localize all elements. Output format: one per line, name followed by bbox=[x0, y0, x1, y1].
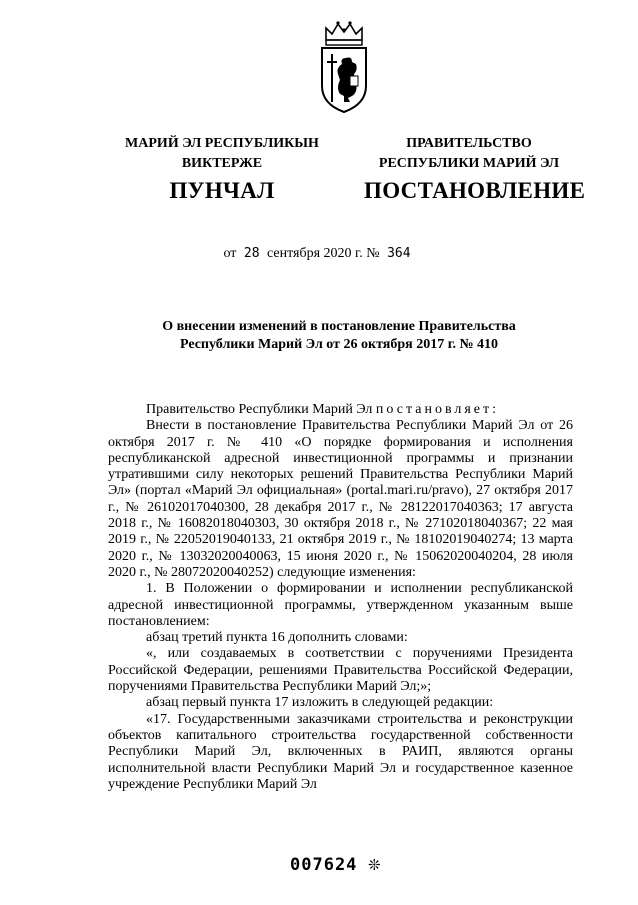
document-date-line bbox=[0, 246, 638, 262]
preamble-verb: постановляет: bbox=[375, 402, 500, 417]
date-prefix: от bbox=[223, 246, 237, 261]
header-left-line2: ВИКТЕРЖЕ bbox=[181, 156, 263, 171]
ornament-mark-icon: ❊ bbox=[368, 858, 381, 874]
title-line1: О внесении изменений в постановление Правительства bbox=[162, 319, 516, 334]
header-left-doc-type: ПУНЧАЛ bbox=[169, 178, 275, 203]
header-left-line1: МАРИЙ ЭЛ РЕСПУБЛИКЫН bbox=[125, 136, 319, 151]
paragraph-amend-intro: Внести в постановление Правительства Республики Марий Эл от 26 октября 2017 г. № 410 «О порядке формирования и исполнения республиканской адресной инвестиционной программы и признании утратившими силу некоторых решений Правительства Республики Марий Эл» (портал «Марий Эл официальная» (portal.mari.ru/pravo), 27 октября 2017 г., № 26102017040300, 28 декабря 2017 г., № 28122017040363; 17 августа 2018 г., № 16082018040303, 30 октября 2018 г., № 27102018040367; 22 мая 2019 г., № 22052019040133, 21 октября 2019 г., № 18102019040274; 13 марта 2020 г., № 13032020040063, 15 июня 2020 г., № 15062020040204, 28 июля 2020 г., № 28072020040252) следующие изменения: bbox=[108, 418, 573, 580]
coat-of-arms-emblem bbox=[318, 18, 370, 114]
header-left-mari bbox=[104, 134, 340, 206]
paragraph-clause-16-text: «, или создаваемых в соответствии с поручениями Президента Российской Федерации, решениями Правительства Российской Федерации, поручениями Правительства Республики Марий Эл;»; bbox=[108, 646, 573, 695]
paragraph-preamble bbox=[108, 402, 573, 418]
header-right-doc-type: ПОСТАНОВЛЕНИЕ bbox=[364, 178, 586, 203]
document-body bbox=[108, 402, 573, 793]
header-right-line1: ПРАВИТЕЛЬСТВО bbox=[406, 136, 532, 151]
paragraph-clause-17: абзац первый пункта 17 изложить в следующей редакции: bbox=[146, 695, 494, 711]
document-title bbox=[104, 318, 574, 354]
header-right-russian bbox=[364, 134, 586, 206]
paragraph-clause-16: абзац третий пункта 16 дополнить словами: bbox=[146, 630, 408, 646]
date-rest: сентября 2020 г. № bbox=[267, 246, 380, 261]
document-number: 364 bbox=[387, 246, 411, 261]
header-right-line2: РЕСПУБЛИКИ МАРИЙ ЭЛ bbox=[378, 156, 560, 171]
paragraph-clause-17-text: «17. Государственными заказчиками строительства и реконструкции объектов капитального строительства государственной собственности Республики Марий Эл, включенных в РАИП, являются органы исполнительной власти Республики Марий Эл и государственное казенное учреждение Республики Марий Эл bbox=[108, 711, 573, 792]
preamble-subject: Правительство Республики Марий Эл bbox=[146, 402, 373, 417]
date-day: 28 bbox=[243, 246, 260, 261]
serial-number: 007624 bbox=[290, 855, 358, 875]
paragraph-item-1: 1. В Положении о формировании и исполнении республиканской адресной инвестиционной программы, утвержденном указанным выше постановлением: bbox=[108, 581, 573, 629]
title-line2: Республики Марий Эл от 26 октября 2017 г. № 410 bbox=[179, 337, 499, 352]
